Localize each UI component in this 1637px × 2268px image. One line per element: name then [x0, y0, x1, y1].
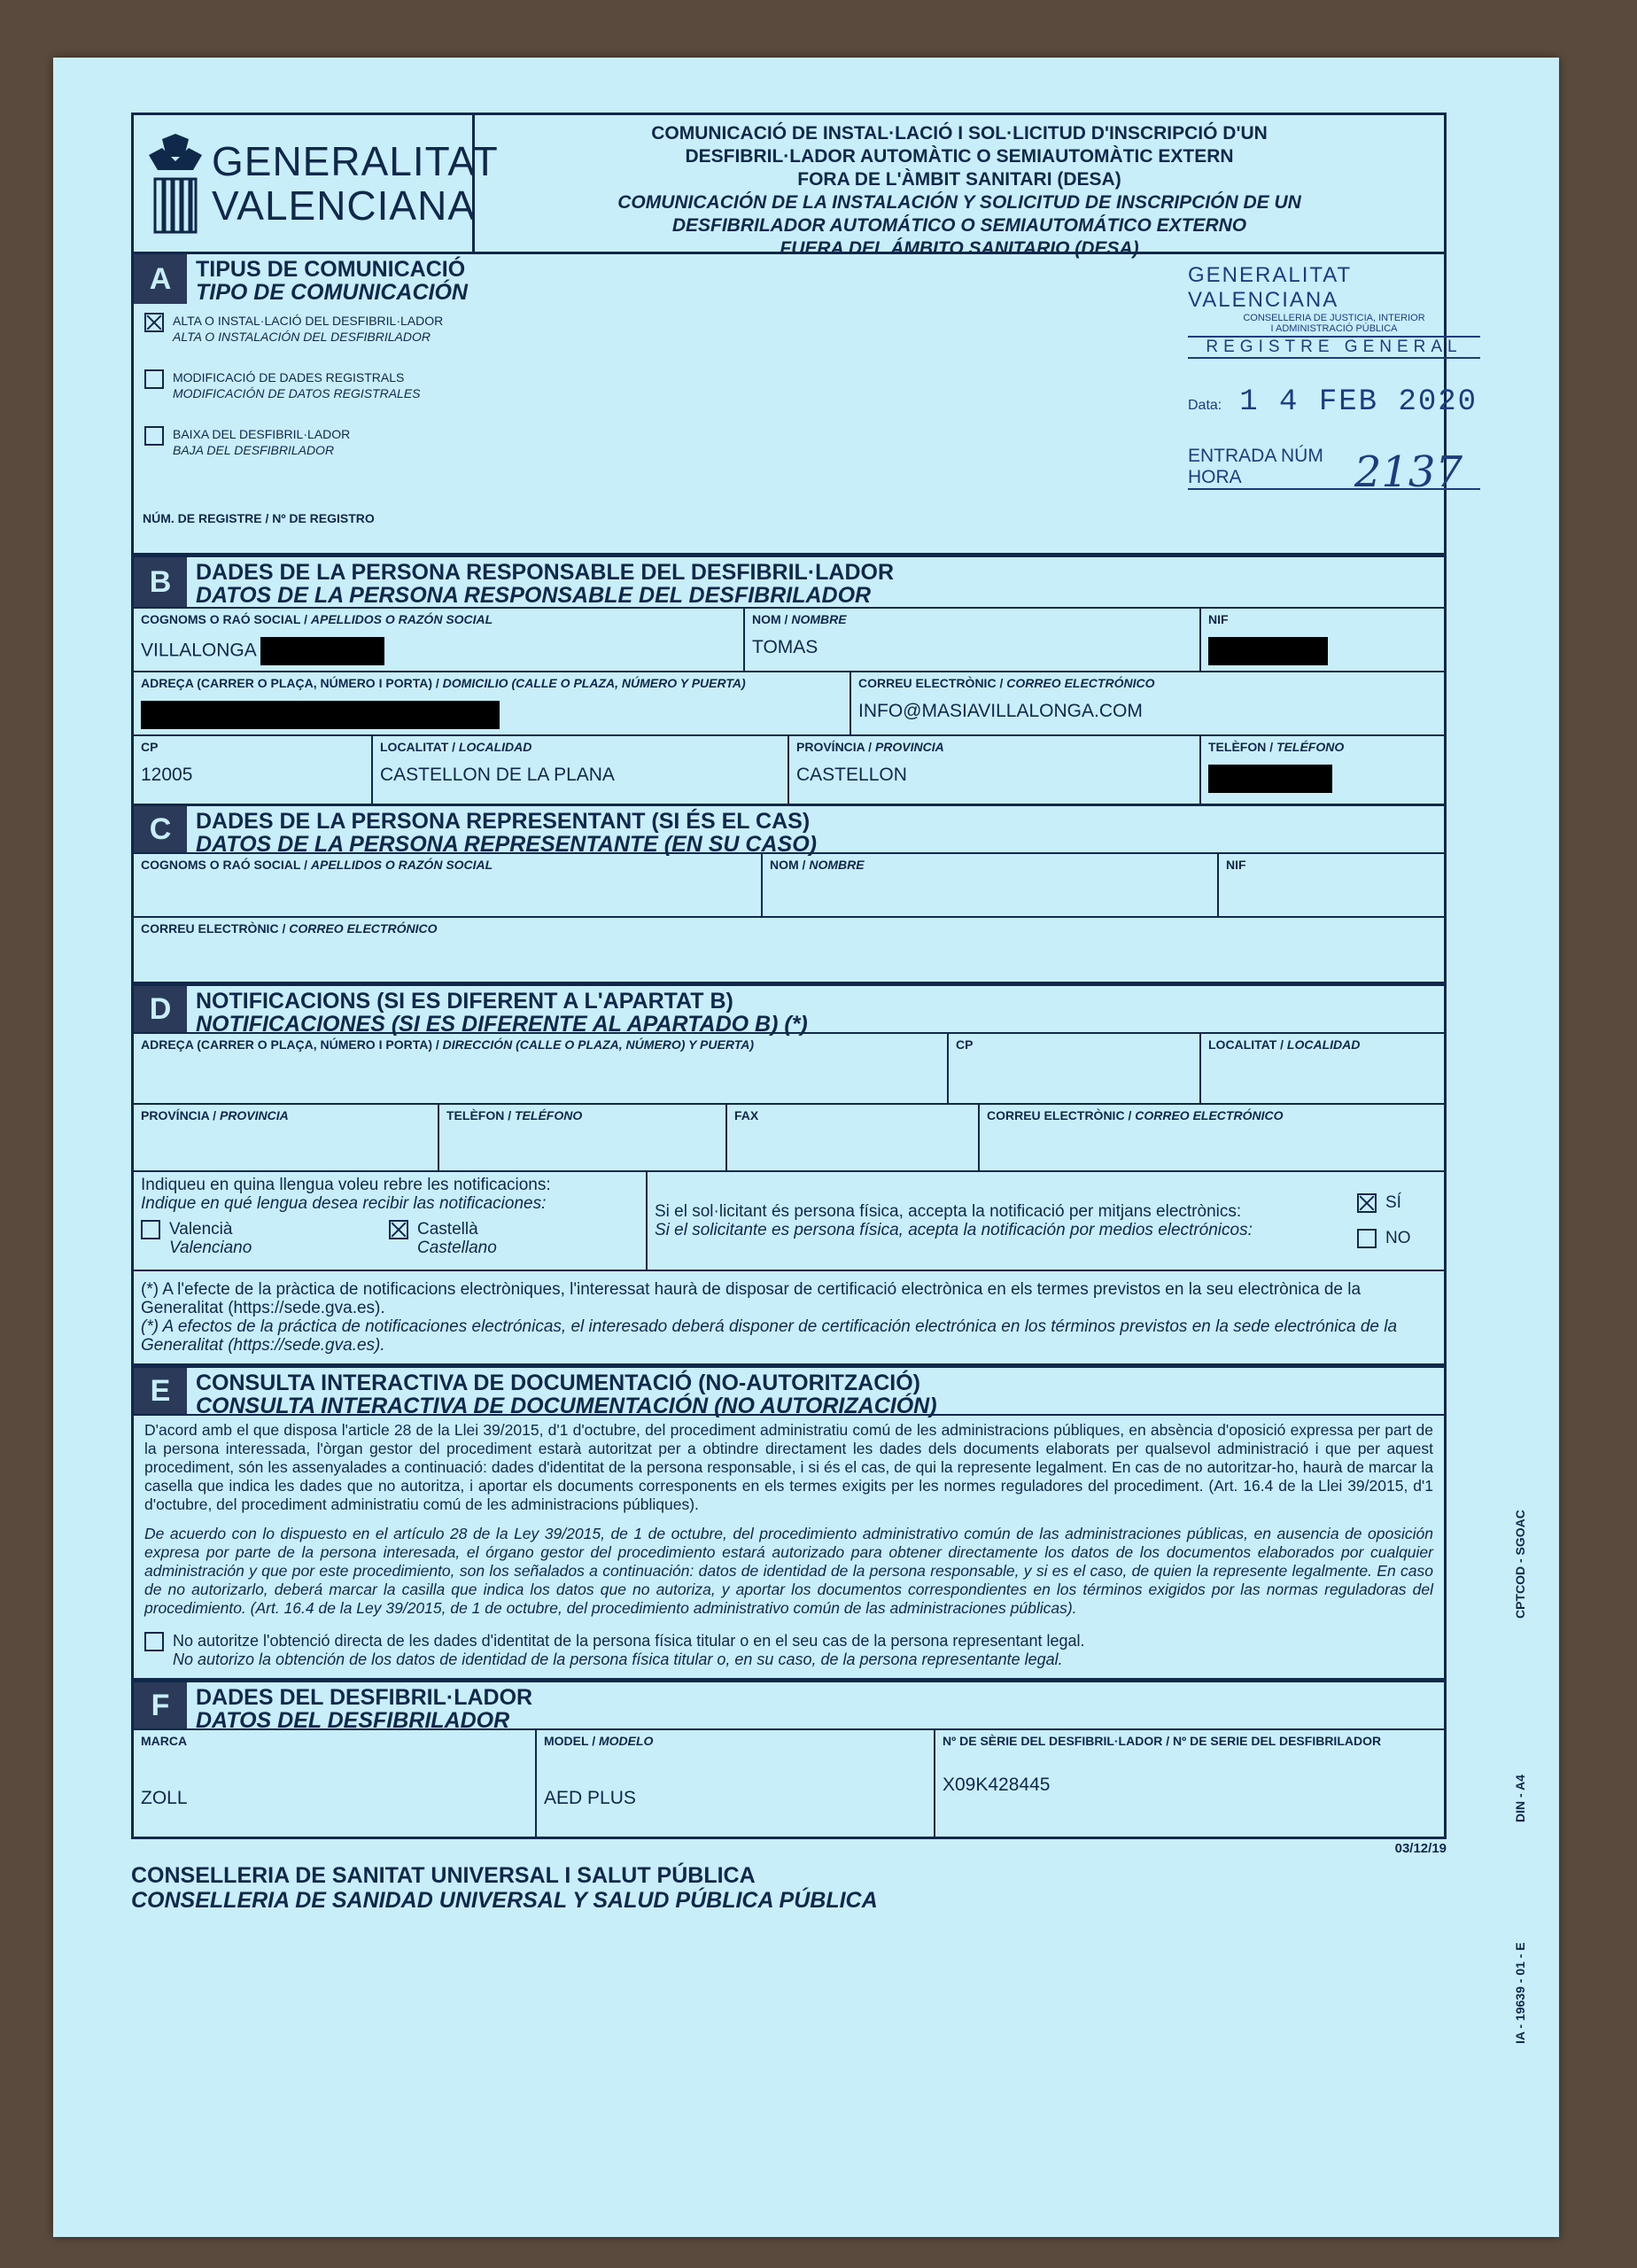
surname-value: VILLALONGA — [141, 640, 256, 661]
notif-fax-field[interactable] — [727, 1105, 980, 1170]
stamp-sub-2: I ADMINISTRACIÓ PÚBLICA — [1270, 323, 1398, 334]
no-authorize-label: No autoritze l'obtenció directa de les dades d'identitat de la persona física titular o en el seu cas de la persona representant legal. — [173, 1632, 1085, 1650]
electronic-question-es: Si el solicitante es persona física, acepta la notificación por medios electrónicos: — [655, 1221, 1253, 1239]
title-es-3: FUERA DEL ÁMBITO SANITARIO (DESA) — [780, 238, 1139, 259]
email-label-es: CORREO ELECTRÓNICO — [1006, 676, 1155, 690]
email-field[interactable] — [851, 672, 1444, 734]
checkbox-alta[interactable] — [144, 313, 164, 332]
language-question-es: Indique en qué lengua desea recibir las notificaciones: — [141, 1194, 547, 1213]
stamp-entry: ENTRADA NÚM — [1188, 446, 1323, 466]
model-field[interactable] — [537, 1730, 935, 1837]
section-f-title-es: DATOS DEL DESFIBRILADOR — [196, 1708, 510, 1733]
address-field[interactable] — [134, 672, 851, 734]
notification-note: (*) A l'efecte de la pràctica de notificacions electròniques, l'interessat haurà de disposar de certificació electrònica en els termes previstos en la seu electrònica de la Generalitat (https://sede.gva.es). — [141, 1280, 1362, 1317]
phone-label-es: TELÉFONO — [1276, 740, 1345, 754]
footer-department — [131, 1863, 1447, 1913]
side-code-2: DIN - A4 — [1513, 1775, 1527, 1822]
redaction-bar — [141, 701, 500, 729]
logo — [134, 115, 499, 252]
notif-province-label-es: PROVINCIA — [219, 1108, 289, 1122]
option-label-es: MODIFICACIÓN DE DATOS REGISTRALES — [173, 386, 421, 400]
cp-value: 12005 — [141, 765, 193, 785]
brand-field[interactable] — [134, 1730, 537, 1837]
notif-locality-field[interactable] — [1201, 1034, 1444, 1103]
yes-label: SÍ — [1385, 1193, 1401, 1212]
rep-name-field[interactable] — [763, 854, 1219, 916]
stamp-hour: HORA — [1188, 467, 1480, 490]
stamp-number: 2137 — [1354, 447, 1462, 497]
notif-cp-field[interactable] — [949, 1034, 1201, 1103]
option-label-es: ALTA O INSTALACIÓN DEL DESFIBRILADOR — [173, 330, 431, 344]
locality-field[interactable] — [373, 736, 789, 804]
section-d-title-es: NOTIFICACIONES (SI ES DIFERENTE AL APARTADO B) (*) — [196, 1012, 808, 1037]
redaction-bar — [1208, 765, 1332, 793]
no-label: NO — [1385, 1229, 1411, 1247]
title-es-1: COMUNICACIÓN DE LA INSTALACIÓN Y SOLICITUD DE INSCRIPCIÓN DE UN — [617, 192, 1301, 213]
cp-label: CP — [141, 740, 159, 754]
notif-address-field[interactable] — [134, 1034, 949, 1103]
serial-field[interactable] — [935, 1730, 1444, 1837]
province-value: CASTELLON — [796, 765, 907, 785]
electronic-question: Si el sol·licitant és persona física, accepta la notificació per mitjans electrònics: — [655, 1202, 1242, 1221]
section-e-title: CONSULTA INTERACTIVA DE DOCUMENTACIÓ (NO-AUTORITZACIÓ) — [196, 1371, 920, 1395]
section-f-title: DADES DEL DESFIBRIL·LADOR — [196, 1685, 533, 1710]
section-letter: F — [134, 1682, 187, 1728]
logo-line-2: VALENCIANA — [212, 183, 477, 229]
name-field[interactable] — [745, 609, 1201, 671]
rep-name-label-es: NOMBRE — [809, 858, 865, 872]
section-letter: A — [134, 254, 187, 304]
locality-label: LOCALITAT / — [380, 740, 459, 754]
rep-email-label-es: CORREO ELECTRÓNICO — [289, 921, 438, 936]
valencia-label: Valencià — [169, 1220, 233, 1239]
name-label: NOM / — [752, 612, 792, 626]
section-b-title-es: DATOS DE LA PERSONA RESPONSABLE DEL DESFIBRILADOR — [196, 583, 872, 608]
notif-province-label: PROVÍNCIA / — [141, 1108, 220, 1122]
section-d — [131, 984, 1447, 1366]
serial-label: Nº DE SÈRIE DEL DESFIBRIL·LADOR / Nº DE SERIE DEL DESFIBRILADOR — [943, 1734, 1382, 1748]
checkbox-baixa[interactable] — [144, 426, 164, 446]
rep-surname-label-es: APELLIDOS O RAZÓN SOCIAL — [310, 858, 493, 872]
consent-text: D'acord amb el que disposa l'article 28 de la Llei 39/2015, d'1 d'octubre, del procediment administratiu comú de les administracions públiques, en absència d'oposició expressa per part de la persona interessada, l'òrgan gestor del procediment estarà autoritzat per a obtindre directament les dades dels documents elaborats per qualsevol administració i que per aquest procediment, són les assenyalades a continuació: dades d'identitat de la persona responsable, i si és el cas, de qui la represente legalment. En cas de no autoritzar-ho, haurà de marcar la casella que indica les dades que no autoritza, i aportar els documents corresponents en els termes exigits per les normes reguladores del procediment. (Art. 16.4 de la Llei 39/2015, d'1 d'octubre, del procediment administratiu comú de les administracions públiques). — [144, 1421, 1433, 1513]
address-label-es: DOMICILIO (CALLE O PLAZA, NÚMERO Y PUERTA) — [442, 676, 746, 690]
notif-fax-label: FAX — [734, 1108, 759, 1122]
form — [131, 113, 1527, 2044]
option-label: BAIXA DEL DESFIBRIL·LADOR — [173, 427, 351, 441]
notif-address-label: ADREÇA (CARRER O PLAÇA, NÚMERO I PORTA) / — [141, 1037, 443, 1052]
rep-nif-label: NIF — [1226, 858, 1246, 872]
section-e-title-es: CONSULTA INTERACTIVA DE DOCUMENTACIÓN (NO AUTORIZACIÓN) — [196, 1394, 937, 1418]
notif-cp-label: CP — [956, 1037, 974, 1052]
rep-email-label: CORREU ELECTRÒNIC / — [141, 921, 290, 936]
rep-nif-field[interactable] — [1219, 854, 1444, 916]
section-d-title: NOTIFICACIONS (SI ES DIFERENT A L'APARTAT B) — [196, 989, 733, 1014]
notif-phone-label: TELÈFON / — [446, 1108, 515, 1122]
notif-locality-label: LOCALITAT / — [1208, 1037, 1287, 1052]
option-yes[interactable] — [1357, 1193, 1437, 1213]
checkbox-no-authorize[interactable] — [144, 1632, 164, 1651]
title-es-2: DESFIBRILADOR AUTOMÁTICO O SEMIAUTOMÁTICO EXTERNO — [671, 215, 1247, 236]
section-e — [131, 1366, 1447, 1681]
notif-locality-label-es: LOCALIDAD — [1286, 1037, 1361, 1052]
section-b — [131, 555, 1447, 806]
address-label: ADREÇA (CARRER O PLAÇA, NÚMERO I PORTA) / — [141, 676, 443, 690]
form-title — [475, 115, 1444, 259]
redaction-bar — [1208, 637, 1328, 665]
side-code-1: CPTCOD - SGOAC — [1513, 1510, 1527, 1619]
option-label: ALTA O INSTAL·LACIÓ DEL DESFIBRIL·LADOR — [173, 314, 444, 328]
section-f — [131, 1681, 1447, 1839]
title-ca-3: FORA DE L'ÀMBIT SANITARI (DESA) — [797, 169, 1121, 190]
checkbox-yes[interactable] — [1357, 1193, 1377, 1213]
province-label-es: PROVINCIA — [874, 740, 944, 754]
section-b-title: DADES DE LA PERSONA RESPONSABLE DEL DESFIBRIL·LADOR — [196, 560, 895, 585]
title-ca-1: COMUNICACIÓ DE INSTAL·LACIÓ I SOL·LICITUD D'INSCRIPCIÓ D'UN — [651, 123, 1268, 144]
checkbox-no[interactable] — [1357, 1229, 1377, 1248]
model-label-es: MODELO — [598, 1734, 654, 1748]
rep-surname-field[interactable] — [134, 854, 763, 916]
redaction-bar — [260, 637, 384, 665]
valencia-label-es: Valenciano — [169, 1239, 252, 1257]
province-label: PROVÍNCIA / — [796, 740, 875, 754]
section-c-title: DADES DE LA PERSONA REPRESENTANT (SI ÉS EL CAS) — [196, 809, 811, 834]
section-letter: D — [134, 986, 187, 1032]
form-header — [131, 113, 1447, 259]
province-field[interactable] — [789, 736, 1201, 804]
bat-crest-icon — [144, 130, 206, 237]
notif-email-label: CORREU ELECTRÒNIC / — [987, 1108, 1136, 1122]
stamp-date: 1 4 FEB 2020 — [1239, 385, 1478, 419]
stamp-date-label: Data: — [1188, 398, 1222, 413]
section-a-title: TIPUS DE COMUNICACIÓ — [196, 257, 466, 282]
no-authorize-label-es: No autorizo la obtención de los datos de identidad de la persona física titular o, en su caso, de la persona representante legal. — [173, 1651, 1063, 1668]
section-letter: E — [134, 1368, 187, 1414]
paper-sheet — [53, 58, 1559, 2237]
form-date: 03/12/19 — [1394, 1841, 1447, 1856]
option-castella[interactable] — [389, 1220, 497, 1257]
rep-surname-label: COGNOMS O RAÓ SOCIAL / — [141, 858, 311, 872]
locality-value: CASTELLON DE LA PLANA — [380, 765, 615, 785]
no-authorize-option[interactable] — [144, 1632, 1433, 1669]
checkbox-modificacio[interactable] — [144, 369, 164, 389]
brand-label: MARCA — [141, 1734, 188, 1748]
email-value: INFO@MASIAVILLALONGA.COM — [858, 701, 1143, 721]
option-no[interactable] — [1357, 1229, 1437, 1248]
section-a-title-es: TIPO DE COMUNICACIÓN — [196, 280, 468, 305]
option-valencia[interactable] — [141, 1220, 389, 1257]
electronic-choice — [648, 1172, 1444, 1270]
language-choice — [134, 1172, 648, 1270]
checkbox-castella[interactable] — [389, 1220, 408, 1239]
registry-stamp — [1188, 263, 1480, 497]
surname-label: COGNOMS O RAÓ SOCIAL / — [141, 612, 311, 626]
surname-field[interactable] — [134, 609, 745, 671]
phone-label: TELÈFON / — [1208, 740, 1276, 754]
notif-address-label-es: DIRECCIÓN (CALLE O PLAZA, NÚMERO) Y PUERTA) — [442, 1037, 754, 1052]
phone-field[interactable] — [1201, 736, 1444, 804]
notif-email-field[interactable] — [980, 1105, 1444, 1170]
nif-label: NIF — [1208, 612, 1229, 626]
logo-line-1: GENERALITAT — [212, 138, 499, 184]
brand-value: ZOLL — [141, 1788, 188, 1808]
title-ca-2: DESFIBRIL·LADOR AUTOMÀTIC O SEMIAUTOMÀTIC EXTERN — [685, 146, 1234, 167]
cp-field[interactable] — [134, 736, 373, 804]
nif-field[interactable] — [1201, 609, 1444, 671]
language-question: Indiqueu en quina llengua voleu rebre les notificacions: — [141, 1176, 551, 1194]
rep-name-label: NOM / — [770, 858, 810, 872]
section-letter: B — [134, 557, 187, 607]
notif-email-label-es: CORREO ELECTRÓNICO — [1135, 1108, 1284, 1122]
stamp-registry: REGISTRE GENERAL — [1188, 336, 1480, 359]
registry-number-label: NÚM. DE REGISTRE / Nº DE REGISTRO — [143, 511, 375, 525]
section-letter: C — [134, 806, 187, 852]
option-label: MODIFICACIÓ DE DADES REGISTRALS — [173, 370, 405, 384]
notif-province-field[interactable] — [134, 1105, 439, 1170]
name-value: TOMAS — [752, 637, 818, 657]
checkbox-valencia[interactable] — [141, 1220, 160, 1239]
section-a — [131, 254, 1478, 555]
section-c — [131, 806, 1447, 984]
stamp-org: GENERALITAT VALENCIANA — [1188, 263, 1352, 312]
department-es: CONSELLERIA DE SANIDAD UNIVERSAL Y SALUD PÚBLICA PÚBLICA — [131, 1888, 878, 1913]
department-ca: CONSELLERIA DE SANITAT UNIVERSAL I SALUT PÚBLICA — [131, 1863, 756, 1888]
email-label: CORREU ELECTRÒNIC / — [858, 676, 1007, 690]
castella-label-es: Castellano — [417, 1239, 497, 1257]
model-label: MODEL / — [544, 1734, 599, 1748]
notif-phone-label-es: TELÉFONO — [515, 1108, 583, 1122]
consent-text-es: De acuerdo con lo dispuesto en el artículo 28 de la Ley 39/2015, de 1 de octubre, del procedimiento administrativo común de las administraciones públicas, en ausencia de oposición expresa por parte de la persona interesada, el órgano gestor del procedimiento estará autorizado para obtener directamente los datos de los documentos elaborados por cualquier administración y que por este procedimiento, son los señalados a continuación: datos de identidad de la persona responsable, y si es el caso, de quien la represente legalmente. En caso de no autorizarlo, deberá marcar la casilla que indica los datos que no autoriza, y aportar los documentos correspondientes en los términos exigidos por las normas reguladoras del procedimiento. (Art. 16.4 de la Ley 39/2015, de 1 de octubre, del procedimiento administrativo común de las administraciones públicas). — [144, 1525, 1433, 1617]
serial-value: X09K428445 — [943, 1775, 1051, 1795]
notif-phone-field[interactable] — [439, 1105, 727, 1170]
section-c-title-es: DATOS DE LA PERSONA REPRESENTANTE (EN SU CASO) — [196, 832, 817, 857]
stamp-sub-1: CONSELLERIA DE JUSTICIA, INTERIOR — [1243, 313, 1425, 323]
rep-email-field[interactable] — [134, 918, 1444, 982]
locality-label-es: LOCALIDAD — [458, 740, 532, 754]
model-value: AED PLUS — [544, 1788, 636, 1808]
castella-label: Castellà — [417, 1220, 478, 1239]
surname-label-es: APELLIDOS O RAZÓN SOCIAL — [310, 612, 493, 626]
side-code-3: IA - 19639 - 01 - E — [1513, 1942, 1527, 2044]
notification-note-es: (*) A efectos de la práctica de notificaciones electrónicas, el interesado deberá disponer de certificación electrónica en los términos previstos en la sede electrónica de la Generalitat (https://sede.gva.es). — [141, 1317, 1398, 1355]
option-label-es: BAJA DEL DESFIBRILADOR — [173, 443, 335, 457]
name-label-es: NOMBRE — [791, 612, 847, 626]
